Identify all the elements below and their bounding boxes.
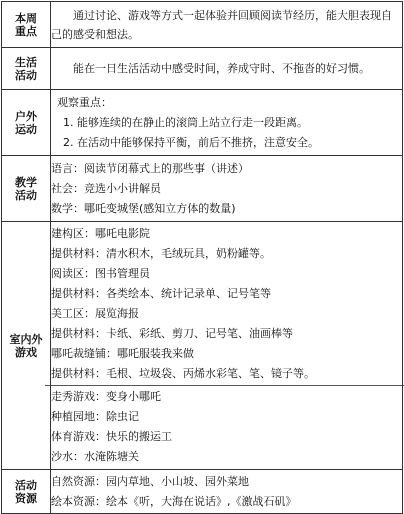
- area-art-materials: 提供材料：卡纸、彩纸、剪刀、记号笔、油画棒等: [51, 327, 293, 340]
- row-indoor-outdoor-games: [2, 222, 403, 470]
- label-games-line2: 游戏: [15, 345, 37, 359]
- label-games-line1: 室内外: [9, 332, 43, 346]
- row-weekly-focus: [2, 2, 403, 48]
- row-teaching-activities: [2, 156, 403, 222]
- label-resources-line2: 资源: [15, 491, 37, 505]
- area-construction: 建构区：哪吒电影院: [51, 227, 150, 240]
- game-sports: 体育游戏：快乐的搬运工: [51, 430, 172, 443]
- outdoor-heading: 观察重点：: [57, 95, 112, 109]
- content-teaching-activities: [51, 156, 403, 222]
- label-weekly-focus-line2: 重点: [15, 24, 37, 38]
- label-teaching-line2: 活动: [15, 188, 37, 202]
- label-outdoor-line1: 户外: [15, 109, 37, 123]
- game-planting: 种植园地：除虫记: [51, 410, 139, 423]
- content-activity-resources: [51, 470, 403, 514]
- area-construction-materials: 提供材料：清水积木，毛绒玩具，奶粉罐等。: [51, 247, 271, 260]
- label-life-activities: [2, 48, 51, 90]
- game-catwalk: 走秀游戏：变身小哪吒: [51, 390, 161, 403]
- outdoor-point-2: 2. 在活动中能够保持平衡，前后不推挤，注意安全。: [63, 135, 319, 149]
- content-indoor-outdoor-games: [51, 222, 403, 470]
- label-life-line1: 生活: [15, 55, 37, 69]
- area-tailor: 哪吒裁缝铺：哪吒服装我来做: [51, 347, 194, 360]
- outdoor-games-block: [45, 385, 404, 467]
- label-outdoor-sports: [2, 90, 51, 156]
- resource-picture-books: 绘本资源：绘本《听，大海在说话》,《激战石矶》: [51, 494, 297, 508]
- label-outdoor-line2: 运动: [15, 122, 37, 136]
- label-weekly-focus-line1: 本周: [15, 11, 37, 25]
- life-activities-text: 能在一日生活活动中感受时间，养成守时、不拖沓的好习惯。: [73, 62, 370, 75]
- outdoor-point-1: 1. 能够连续的在静止的滚筒上站立行走一段距离。: [63, 115, 308, 129]
- label-teaching-line1: 教学: [15, 175, 37, 189]
- area-reading: 阅读区：图书管理员: [51, 267, 150, 280]
- label-life-line2: 活动: [15, 68, 37, 82]
- content-weekly-focus: [51, 2, 403, 48]
- teaching-line-language: 语言：阅读节闭幕式上的那些事（讲述）: [51, 161, 249, 175]
- row-outdoor-sports: [2, 90, 403, 156]
- area-reading-materials: 提供材料：各类绘本、统计记录单、记号笔等: [51, 287, 271, 300]
- label-activity-resources: [2, 470, 51, 514]
- row-life-activities: [2, 48, 403, 90]
- label-indoor-outdoor-games: [2, 222, 51, 470]
- label-teaching-activities: [2, 156, 51, 222]
- resource-natural: 自然资源：园内草地、小山坡、园外菜地: [51, 474, 249, 488]
- content-life-activities: [51, 48, 403, 90]
- teaching-line-social: 社会：竞选小小讲解员: [51, 181, 161, 195]
- game-sand-water: 沙水：水淹陈塘关: [51, 450, 139, 463]
- row-activity-resources: [2, 470, 403, 514]
- area-art: 美工区：展览海报: [51, 307, 139, 320]
- area-tailor-materials: 提供材料：毛根、垃圾袋、丙烯水彩笔、笔、镜子等。: [51, 367, 315, 380]
- indoor-areas-block: [45, 224, 404, 385]
- teaching-line-math: 数学：哪吒变城堡(感知立方体的数量): [51, 201, 236, 215]
- weekly-focus-text: 通过讨论、游戏等方式一起体验并回顾阅读节经历，能大胆表现自己的感受和想法。: [51, 8, 392, 41]
- label-resources-line1: 活动: [15, 478, 37, 492]
- content-outdoor-sports: [51, 90, 403, 156]
- weekly-plan-table: [1, 1, 403, 514]
- label-weekly-focus: [2, 2, 51, 48]
